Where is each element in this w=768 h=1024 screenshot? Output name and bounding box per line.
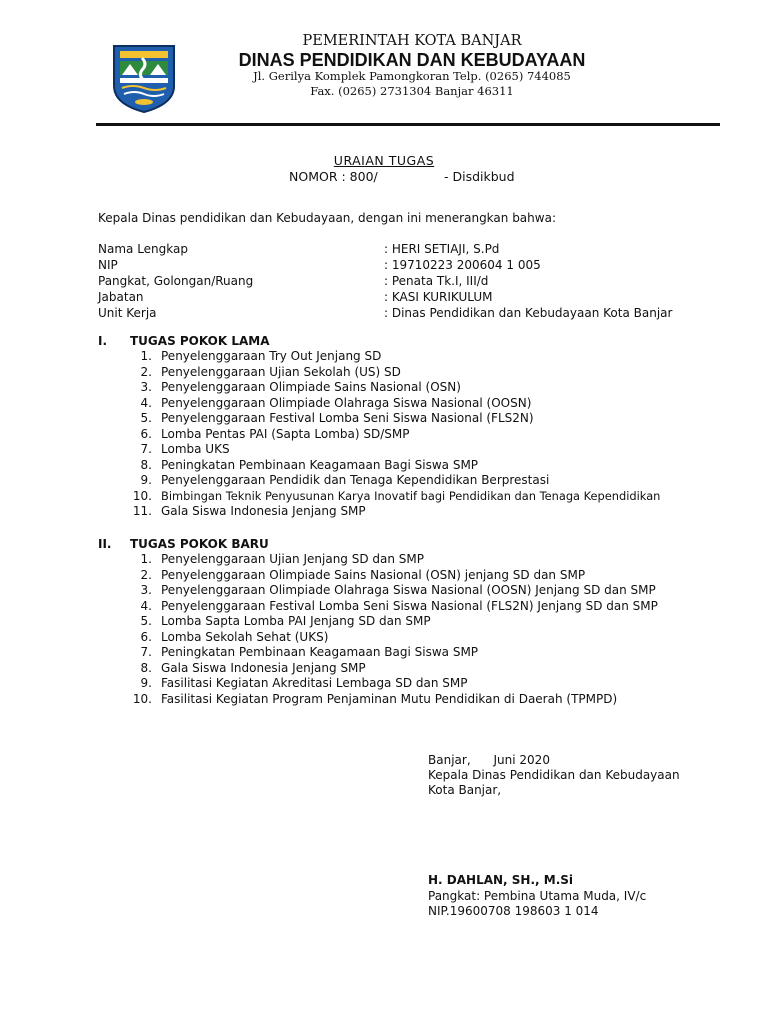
kota-banjar-emblem-logo [108,42,180,114]
item-text: Penyelenggaraan Festival Lomba Seni Siswa Nasional (FLS2N) [161,411,534,425]
item-text: Lomba Pentas PAI (Sapta Lomba) SD/SMP [161,426,410,441]
intro-text: Kepala Dinas pendidikan dan Kebudayaan, dengan ini menerangkan bahwa: [98,211,556,225]
item-text: Lomba UKS [161,442,230,456]
item-number: 7. [140,442,152,456]
item-number: 8. [140,457,152,472]
identity-value: : HERI SETIAJI, S.Pd [384,242,500,256]
item-text: Peningkatan Pembinaan Keagamaan Bagi Siswa SMP [161,457,479,472]
item-number: 2. [140,364,152,379]
identity-value: : Dinas Pendidikan dan Kebudayaan Kota Banjar [384,306,673,320]
item-number: 10. [132,488,152,503]
document-number-suffix: - Disdikbud [444,169,515,184]
item-text: Penyelenggaraan Festival Lomba Seni Siswa Nasional (FLS2N) Jenjang SD dan SMP [161,598,658,613]
letterhead-government: PEMERINTAH KOTA BANJAR [302,33,522,49]
item-text: Gala Siswa Indonesia Jenjang SMP [161,504,366,518]
signatory-name: H. DAHLAN, SH., M.Si [428,873,574,887]
item-number: 5. [140,411,152,425]
item-number: 1. [140,349,152,363]
section-numeral: I. [98,334,108,348]
letterhead-agency: DINAS PENDIDIKAN DAN KEBUDAYAAN [238,50,586,70]
item-text: Penyelenggaraan Olimpiade Sains Nasional (OSN) jenjang SD dan SMP [161,567,586,582]
item-text: Penyelenggaraan Try Out Jenjang SD [161,349,382,363]
signature-city: Kota Banjar, [428,783,502,797]
identity-label: Unit Kerja [98,306,157,320]
item-number: 2. [140,567,152,582]
item-number: 3. [140,583,152,597]
signature-place-date: Banjar, Juni 2020 [428,753,550,767]
item-number: 1. [140,552,152,566]
document-number: NOMOR : 800/ [289,169,378,184]
signatory-nip: NIP.19600708 198603 1 014 [428,904,599,918]
identity-label: Nama Lengkap [98,242,188,256]
signatory-rank: Pangkat: Pembina Utama Muda, IV/c [428,889,647,903]
item-text: Lomba Sapta Lomba PAI Jenjang SD dan SMP [161,614,431,628]
item-number: 11. [132,504,152,518]
identity-value: : KASI KURIKULUM [384,290,493,304]
item-number: 6. [140,629,152,644]
section-heading [98,537,269,551]
letterhead-fax: Fax. (0265) 2731304 Banjar 46311 [310,84,514,98]
item-number: 4. [140,395,152,410]
document-title: URAIAN TUGAS [333,153,435,168]
section-title: TUGAS POKOK BARU [130,537,269,551]
letterhead-address: Jl. Gerilya Komplek Pamongkoran Telp. (0265) 744085 [253,69,571,83]
letterhead-divider [96,123,720,126]
item-text: Fasilitasi Kegiatan Program Penjaminan Mutu Pendidikan di Daerah (TPMPD) [161,691,618,706]
section-heading [98,334,269,348]
item-number: 7. [140,645,152,659]
item-text: Gala Siswa Indonesia Jenjang SMP [161,660,366,675]
section-numeral: II. [98,537,112,551]
identity-label: Pangkat, Golongan/Ruang [98,274,254,288]
identity-label: Jabatan [98,290,144,304]
item-text: Penyelenggaraan Ujian Jenjang SD dan SMP [161,552,424,566]
item-number: 10. [132,691,152,706]
item-text: Fasilitasi Kegiatan Akreditasi Lembaga SD dan SMP [161,676,468,690]
signature-position: Kepala Dinas Pendidikan dan Kebudayaan [428,768,680,782]
item-text: Lomba Sekolah Sehat (UKS) [161,629,329,644]
identity-label: NIP [98,258,118,272]
item-number: 6. [140,426,152,441]
item-number: 4. [140,598,152,613]
identity-value: : Penata Tk.I, III/d [384,274,489,288]
item-text: Penyelenggaraan Ujian Sekolah (US) SD [161,364,401,379]
item-text: Bimbingan Teknik Penyusunan Karya Inovatif bagi Pendidikan dan Tenaga Kependidikan [161,488,661,503]
item-number: 9. [140,676,152,690]
section-title: TUGAS POKOK LAMA [130,334,270,348]
item-text: Penyelenggaraan Pendidik dan Tenaga Kependidikan Berprestasi [161,473,550,487]
item-text: Peningkatan Pembinaan Keagamaan Bagi Siswa SMP [161,645,479,659]
item-text: Penyelenggaraan Olimpiade Sains Nasional (OSN) [161,380,461,394]
item-text: Penyelenggaraan Olimpiade Olahraga Siswa Nasional (OOSN) Jenjang SD dan SMP [161,583,656,597]
item-number: 8. [140,660,152,675]
item-number: 9. [140,473,152,487]
item-number: 3. [140,380,152,394]
item-text: Penyelenggaraan Olimpiade Olahraga Siswa Nasional (OOSN) [161,395,532,410]
item-number: 5. [140,614,152,628]
identity-value: : 19710223 200604 1 005 [384,258,541,272]
